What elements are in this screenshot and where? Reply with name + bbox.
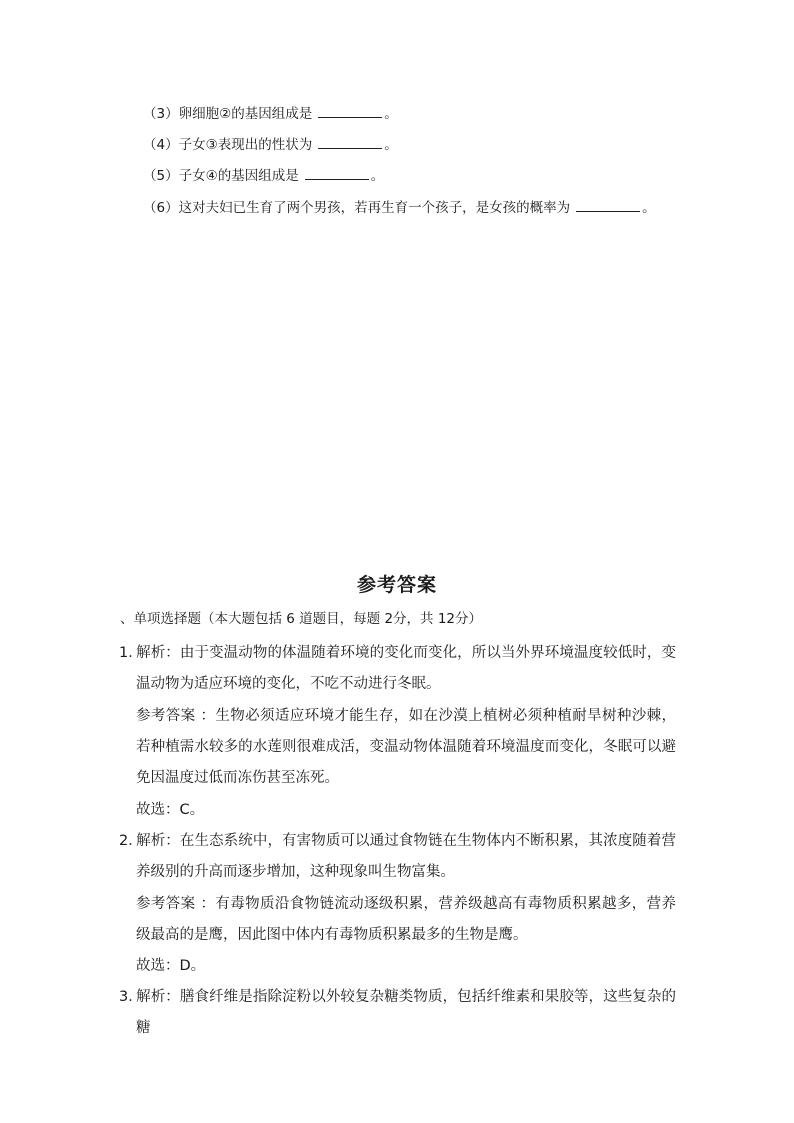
section-header: 、单项选择题（本大题包括 6 道题目，每题 2分，共 12分） — [120, 611, 483, 627]
question-text: （5）子女④的基因组成是 — [143, 168, 299, 184]
question-5: （5）子女④的基因组成是 。 — [143, 165, 384, 186]
question-4: （4）子女③表现出的性状为 。 — [143, 134, 398, 155]
answer-2-analysis: 2．解析：在生态系统中，有害物质可以通过食物链在生物体内不断积累，其浓度随着营养级别的升高而逐步增加，这种现象叫生物富集。 — [119, 833, 676, 880]
question-text: （6）这对夫妇已生育了两个男孩，若再生育一个孩子，是女孩的概率为 — [143, 200, 571, 216]
answer-3-analysis: 3．解析：膳食纤维是指除淀粉以外较复杂糖类物质，包括纤维素和果胶等，这些复杂的糖 — [119, 989, 676, 1036]
answer-1-choice: 故选：C。 — [136, 802, 205, 818]
answer-blank — [305, 165, 369, 180]
answer-1-analysis: 1．解析：由于变温动物的体温随着环境的变化而变化，所以当外界环境温度较低时，变温动物为适应环境的变化，不吃不动进行冬眠。 — [119, 645, 676, 692]
answer-1-reference: 参考答案 ：生物必须适应环境才能生存，如在沙漠上植树必须种植耐旱树种沙棘，若种植需水较多的水莲则很难成活，变温动物体温随着环境温度而变化，冬眠可以避免因温度过低而冻伤甚至冻死。 — [136, 708, 676, 786]
answer-blank — [318, 134, 382, 149]
answer-2-choice: 故选：D。 — [136, 958, 206, 974]
answer-blank — [576, 197, 640, 212]
question-text: （4）子女③表现出的性状为 — [143, 137, 313, 153]
answer-2-reference: 参考答案 ：有毒物质沿食物链流动逐级积累，营养级越高有毒物质积累越多，营养级最高的是鹰，因此图中体内有毒物质积累最多的生物是鹰。 — [136, 896, 676, 943]
question-3: （3）卵细胞②的基因组成是 。 — [143, 103, 398, 124]
answer-blank — [318, 103, 382, 118]
question-6: （6）这对夫妇已生育了两个男孩，若再生育一个孩子，是女孩的概率为 。 — [143, 197, 656, 218]
answers-title: 参考答案 — [356, 574, 437, 596]
question-text: （3）卵细胞②的基因组成是 — [143, 106, 313, 122]
